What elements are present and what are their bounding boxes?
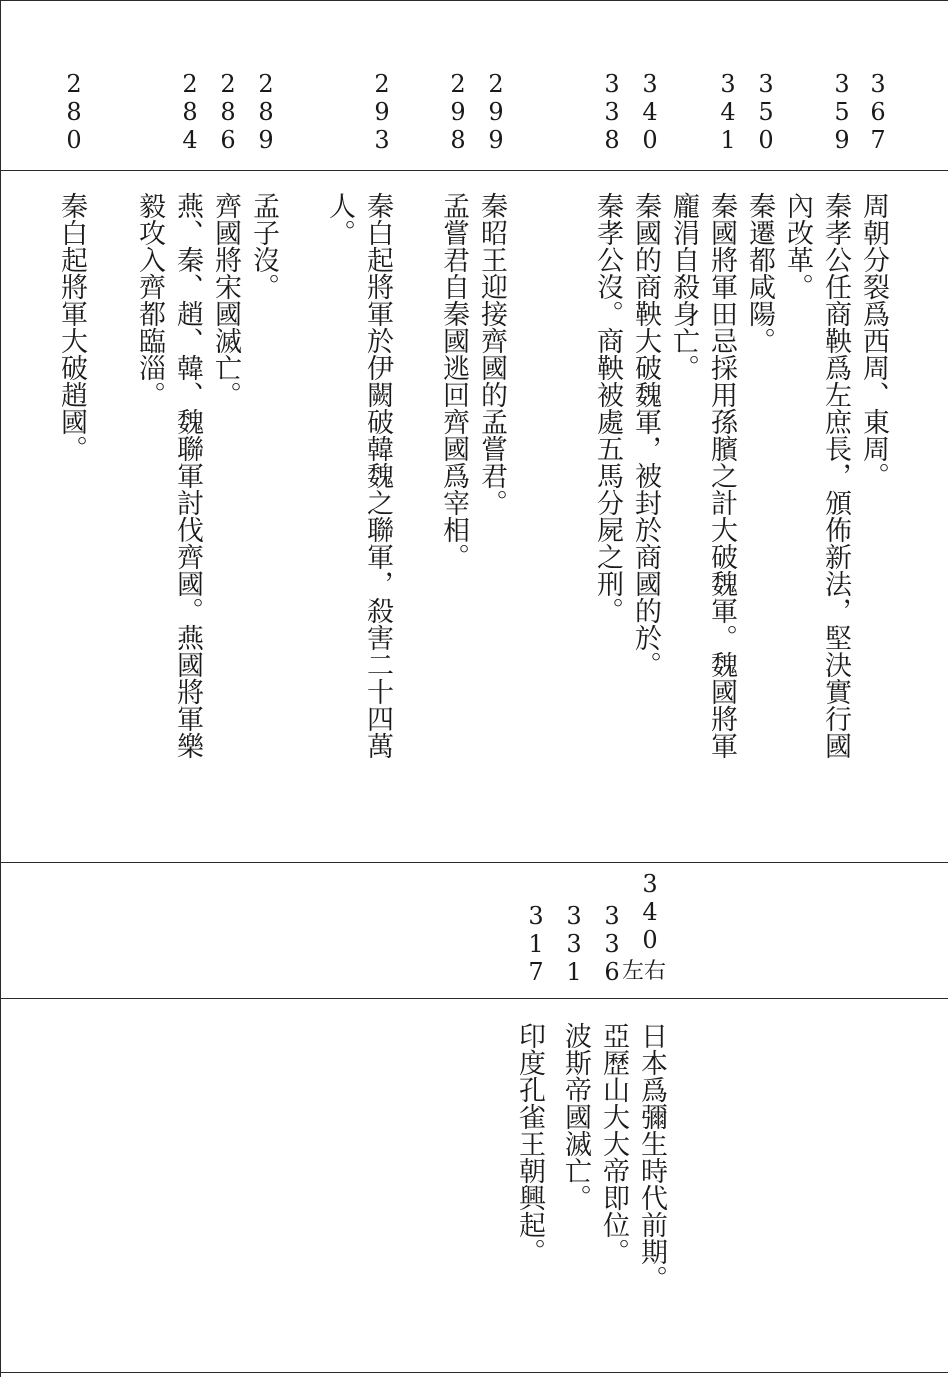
entry-column: 秦國將軍田忌採用孫臏之計大破魏軍。魏國將軍 [706,192,737,759]
year-label: 298 [444,70,472,154]
year-label: 341 [714,70,742,154]
entry-column: 秦昭王迎接齊國的孟嘗君。 [476,192,507,516]
rule-bottom [0,1372,948,1373]
entry-column: 波斯帝國滅亡。 [560,1022,591,1211]
entry-column: 齊國將宋國滅亡。 [210,192,241,408]
entry-column: 日本爲彌生時代前期。 [636,1022,667,1292]
entry-column: 孟子沒。 [248,192,279,300]
entry-column: 周朝分裂爲西周、東周。 [858,192,889,489]
entry-column: 秦遷都咸陽。 [744,192,775,354]
entry-column: 內改革。 [782,192,813,300]
entry-column: 秦國的商鞅大破魏軍，被封於商國的於。 [630,192,661,678]
year-label: 280 [60,70,88,154]
rule-2 [0,862,948,863]
year-label: 367 [864,70,892,154]
rule-1 [0,170,948,171]
entry-column: 孟嘗君自秦國逃回齊國爲宰相。 [438,192,469,570]
entry-column: 亞歷山大大帝即位。 [598,1022,629,1265]
year-label: 317 [522,902,550,986]
entry-column: 印度孔雀王朝興起。 [514,1022,545,1265]
entry-column: 人。 [324,192,355,246]
year-label: 284 [176,70,204,154]
year-note: 左右 [622,959,667,984]
entry-column: 毅攻入齊都臨淄。 [134,192,165,408]
year-label: 338 [598,70,626,154]
entry-column: 龐涓自殺身亡。 [668,192,699,381]
year-label: 286 [214,70,242,154]
entry-column: 秦白起將軍於伊闕破韓魏之聯軍，殺害二十四萬 [362,192,393,759]
rule-3 [0,998,948,999]
entry-column: 秦孝公沒。商鞅被處五馬分屍之刑。 [592,192,623,624]
year-label: 289 [252,70,280,154]
entry-column: 秦白起將軍大破趙國。 [56,192,87,462]
year-label: 299 [482,70,510,154]
year-label: 340 [636,870,664,954]
year-label: 336 [598,902,626,986]
rule-top [0,0,948,1]
year-label: 359 [828,70,856,154]
year-label: 331 [560,902,588,986]
entry-column: 燕、秦、趙、韓、魏聯軍討伐齊國。燕國將軍樂 [172,192,203,759]
rule-left [0,0,1,1377]
year-label: 350 [752,70,780,154]
year-label: 293 [368,70,396,154]
entry-column: 秦孝公任商鞅爲左庶長，頒佈新法，堅決實行國 [820,192,851,759]
year-label: 340 [636,70,664,154]
